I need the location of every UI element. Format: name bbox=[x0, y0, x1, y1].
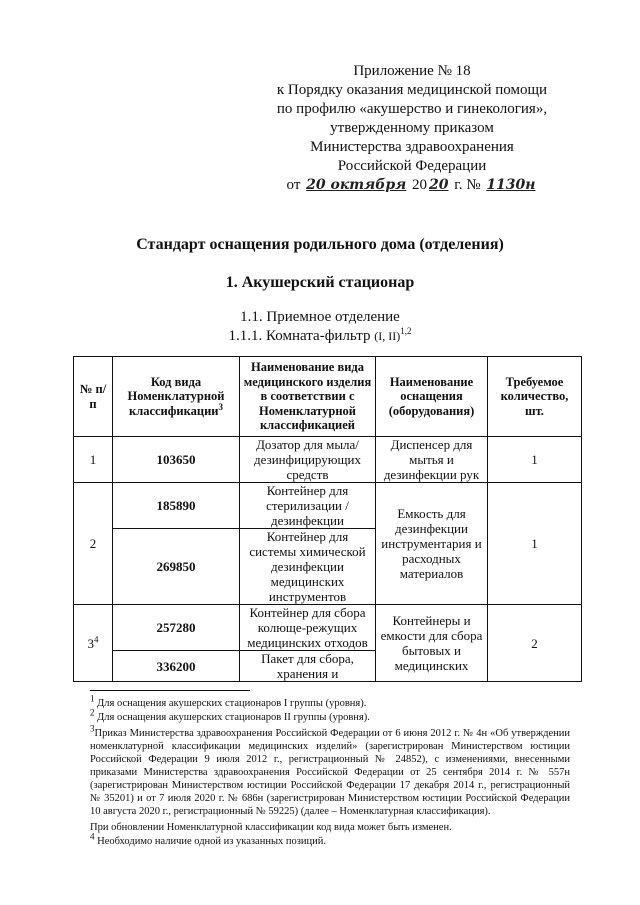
footnote-divider bbox=[90, 690, 250, 691]
row-num: 1 bbox=[74, 437, 113, 483]
table-row bbox=[74, 437, 582, 483]
header-equipment: Наименование оснащения (оборудования) bbox=[376, 357, 488, 437]
row-name: Пакет для сбора, хранения и bbox=[240, 651, 376, 682]
document-title: Стандарт оснащения родильного дома (отделения) bbox=[136, 236, 504, 253]
row-code: 269850 bbox=[113, 529, 240, 605]
row-code: 336200 bbox=[113, 651, 240, 682]
header-line-5: Российской Федерации bbox=[337, 158, 487, 174]
section-title: 1. Акушерский стационар bbox=[225, 274, 415, 291]
row-equipment: Контейнеры и емкости для сбора бытовых и медицинских bbox=[376, 605, 488, 682]
footnote-2: $^2$ Для оснащения акушерских стационаров II группы (уровня). bbox=[90, 707, 370, 723]
order-date-line: от 20 октября 20 20 г. № 1130н bbox=[286, 177, 536, 193]
row-quantity: 1 bbox=[488, 483, 582, 605]
room-title: 1.1.1. Комната-фильтр (I, II)$^{1,2}$ bbox=[228, 326, 412, 344]
header-line-3: утвержденному приказом bbox=[330, 120, 494, 136]
handwritten-order-number: 1130н bbox=[486, 177, 536, 193]
header-line-1: к Порядку оказания медицинской помощи bbox=[276, 82, 548, 98]
footnote-3: $^3$Приказ Министерства здравоохранения Российской Федерации от 6 июня 2012 г. № 4н «Об утверждении номенклатурной классификации медицинских изделий» (зарегистрирован Министерством юстиции Российской Федерации 9 июля 2012 г., регистрационный № 24852), с изменениями, внесенными приказами Министерства здравоохранения Российской Федерации от 25 сентября 2014 г. № 557н (зарегистрирован Министерством юстиции Российской Федерации 17 декабря 2014 г., регистрационный № 35201) и от 7 июля 2020 г. № 686н (зарегистрирован Министерством юстиции Российской Федерации 10 августа 2020 г., регистрационный № 59225) (далее – Номенклатурная классификация). bbox=[90, 723, 570, 817]
header-code: Код вида Номенклатурной классификации$^3$ bbox=[113, 357, 240, 437]
table-row bbox=[74, 483, 582, 529]
footnote-3-note: При обновлении Номенклатурной классификации код вида может быть изменен. bbox=[90, 822, 452, 833]
row-name: Контейнер для сбора колюще-режущих медицинских отходов bbox=[240, 605, 376, 651]
row-name: Контейнер для стерилизации /дезинфекции bbox=[240, 483, 376, 529]
row-code: 103650 bbox=[113, 437, 240, 483]
row-quantity: 1 bbox=[488, 437, 582, 483]
appendix-header bbox=[262, 62, 562, 195]
header-name: Наименование вида медицинского изделия в соответствии с Номенклатурной классификацией bbox=[240, 357, 376, 437]
row-code: 185890 bbox=[113, 483, 240, 529]
footnote-4: $^4$ Необходимо наличие одной из указанных позиций. bbox=[90, 831, 326, 847]
header-line-2: по профилю «акушерство и гинекология», bbox=[276, 101, 548, 117]
row-code: 257280 bbox=[113, 605, 240, 651]
appendix-number: Приложение № 18 bbox=[353, 63, 471, 79]
equipment-table bbox=[73, 356, 582, 682]
row-equipment: Диспенсер для мытья и дезинфекции рук bbox=[376, 437, 488, 483]
row-name: Дозатор для мыла/ дезинфицирующих средств bbox=[240, 437, 376, 483]
row-equipment: Емкость для дезинфекции инструментария и расходных материалов bbox=[376, 483, 488, 605]
handwritten-date: 20 октября bbox=[306, 177, 407, 193]
footnote-1: $^1$ Для оснащения акушерских стационаров I группы (уровня). bbox=[90, 693, 367, 709]
row-name: Контейнер для системы химической дезинфекции медицинских инструментов bbox=[240, 529, 376, 605]
header-num: № п/п bbox=[74, 357, 113, 437]
row-num: $3^4$ bbox=[74, 605, 113, 682]
table-row bbox=[74, 605, 582, 651]
row-quantity: 2 bbox=[488, 605, 582, 682]
handwritten-year: 20 bbox=[429, 177, 449, 193]
header-line-4: Министерства здравоохранения bbox=[310, 139, 514, 155]
row-num: 2 bbox=[74, 483, 113, 605]
table-header-row bbox=[74, 357, 582, 437]
header-quantity: Требуемое количество, шт. bbox=[488, 357, 582, 437]
subsection-title: 1.1. Приемное отделение bbox=[240, 309, 400, 325]
